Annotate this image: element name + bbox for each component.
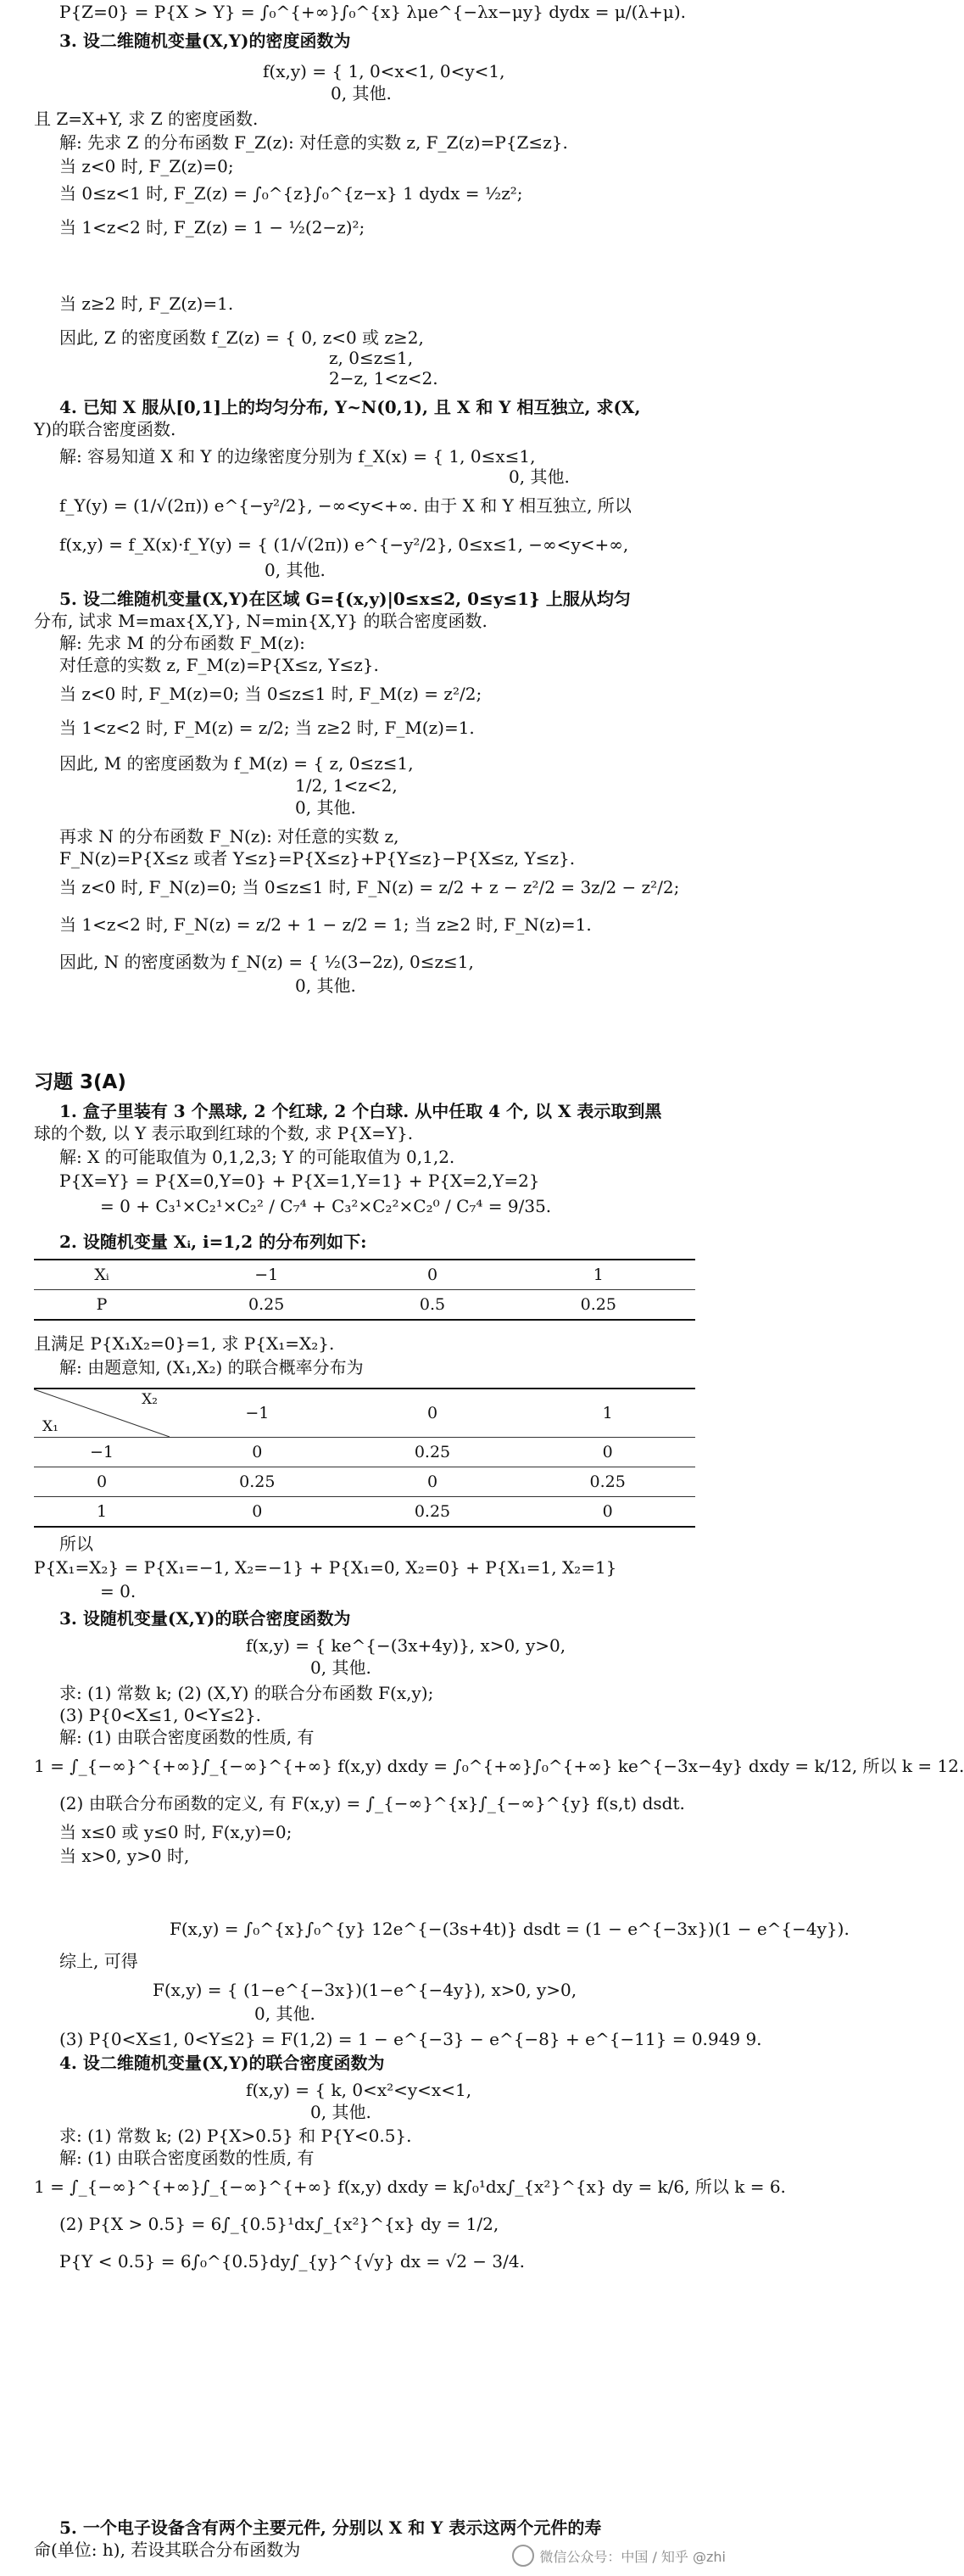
- table-row-label: −1: [34, 1438, 170, 1467]
- table-cell: 0.25: [520, 1467, 695, 1497]
- formula-line: 当 z<0 时, F_M(z)=0; 当 0≤z≤1 时, F_M(z) = z²/2;: [59, 684, 482, 704]
- column-variable-label: X₂: [142, 1391, 158, 1408]
- text-line: 球的个数, 以 Y 表示取到红球的个数, 求 P{X=Y}.: [34, 1123, 414, 1143]
- text-line: 且满足 P{X₁X₂=0}=1, 求 P{X₁=X₂}.: [34, 1333, 335, 1354]
- table-header-cell: 1: [520, 1389, 695, 1438]
- problem-4a-statement: 4. 设二维随机变量(X,Y)的联合密度函数为: [59, 2053, 385, 2073]
- text-line: 再求 N 的分布函数 F_N(z): 对任意的实数 z,: [59, 826, 399, 847]
- table-header-cell: 1: [502, 1260, 695, 1290]
- text-line: 求: (1) 常数 k; (2) P{X>0.5} 和 P{Y<0.5}.: [59, 2126, 412, 2146]
- formula-line: f_Y(y) = (1/√(2π)) e^{−y²/2}, −∞<y<+∞. 由于 X 和 Y 相互独立, 所以: [59, 495, 632, 516]
- formula-line: f(x,y) = { k, 0<x²<y<x<1,: [246, 2080, 472, 2100]
- text-line: 所以: [59, 1534, 93, 1554]
- table-corner-cell: [34, 1389, 170, 1438]
- formula-line: 当 1<z<2 时, F_M(z) = z/2; 当 z≥2 时, F_M(z)=1.: [59, 718, 475, 738]
- formula-line: 1/2, 1<z<2,: [295, 775, 398, 796]
- table-cell: 0: [345, 1467, 521, 1497]
- problem-3-statement: 3. 设二维随机变量(X,Y)的密度函数为: [59, 31, 351, 51]
- formula-line: (2) 由联合分布函数的定义, 有 F(x,y) = ∫_{−∞}^{x}∫_{−∞}^{y} f(s,t) dsdt.: [59, 1793, 685, 1813]
- text-line: 求: (1) 常数 k; (2) (X,Y) 的联合分布函数 F(x,y);: [59, 1683, 434, 1703]
- text-line: (3) P{0<X≤1, 0<Y≤2}.: [59, 1705, 262, 1725]
- row-variable-label: X₁: [42, 1418, 59, 1435]
- formula-line: 0, 其他.: [310, 2102, 371, 2122]
- distribution-table: [34, 1259, 695, 1321]
- table-header-cell: 0: [345, 1389, 521, 1438]
- problem-4-statement: 4. 已知 X 服从[0,1]上的均匀分布, Y~N(0,1), 且 X 和 Y 相互独立, 求(X,: [59, 397, 641, 417]
- formula-line: P{X₁=X₂} = P{X₁=−1, X₂=−1} + P{X₁=0, X₂=0} + P{X₁=1, X₂=1}: [34, 1557, 617, 1578]
- formula-line: 2−z, 1<z<2.: [329, 368, 438, 388]
- formula-line: (3) P{0<X≤1, 0<Y≤2} = F(1,2) = 1 − e^{−3} − e^{−8} + e^{−11} = 0.949 9.: [59, 2029, 762, 2049]
- formula-line: 当 1<z<2 时, F_N(z) = z/2 + 1 − z/2 = 1; 当 z≥2 时, F_N(z)=1.: [59, 914, 592, 935]
- formula-line: = 0 + C₃¹×C₂¹×C₂² / C₇⁴ + C₃²×C₂²×C₂⁰ / C₇⁴ = 9/35.: [100, 1196, 552, 1216]
- solution-line: 解: X 的可能取值为 0,1,2,3; Y 的可能取值为 0,1,2.: [59, 1147, 455, 1167]
- text-line: 当 z<0 时, F_Z(z)=0;: [59, 156, 234, 176]
- problem-2-statement: 2. 设随机变量 Xᵢ, i=1,2 的分布列如下:: [59, 1232, 367, 1252]
- wechat-logo-icon: [512, 2545, 534, 2567]
- text-line: 命(单位: h), 若设其联合分布函数为: [34, 2540, 301, 2560]
- text-line: Y)的联合密度函数.: [34, 419, 176, 439]
- solution-line: 解: 容易知道 X 和 Y 的边缘密度分别为 f_X(x) = { 1, 0≤x≤1,: [59, 446, 536, 467]
- formula-line: 当 1<z<2 时, F_Z(z) = 1 − ½(2−z)²;: [59, 217, 365, 237]
- formula-line: 1 = ∫_{−∞}^{+∞}∫_{−∞}^{+∞} f(x,y) dxdy = k∫₀¹dx∫_{x²}^{x} dy = k/6, 所以 k = 6.: [34, 2176, 786, 2197]
- formula-line: 0, 其他.: [254, 2003, 315, 2024]
- table-cell: P: [34, 1290, 170, 1321]
- text-line: P{Z=0} = P{X > Y} = ∫₀^{+∞}∫₀^{x} λμe^{−λx−μy} dydx = μ/(λ+μ).: [59, 2, 687, 22]
- solution-line: 解: 先求 M 的分布函数 F_M(z):: [59, 633, 305, 653]
- table-cell: 0.25: [345, 1438, 521, 1467]
- solution-line: 解: 由题意知, (X₁,X₂) 的联合概率分布为: [59, 1357, 364, 1377]
- formula-line: (2) P{X > 0.5} = 6∫_{0.5}¹dx∫_{x²}^{x} dy = 1/2,: [59, 2214, 499, 2234]
- text-line: 当 x≤0 或 y≤0 时, F(x,y)=0;: [59, 1822, 293, 1842]
- table-cell: 0.25: [170, 1467, 345, 1497]
- table-header-cell: 0: [363, 1260, 501, 1290]
- text-line: 对任意的实数 z, F_M(z)=P{X≤z, Y≤z}.: [59, 655, 379, 675]
- formula-line: = 0.: [100, 1581, 137, 1601]
- formula-line: 0, 其他.: [331, 83, 392, 103]
- problem-5-statement: 5. 设二维随机变量(X,Y)在区域 G={(x,y)|0≤x≤2, 0≤y≤1} 上服从均匀: [59, 589, 631, 609]
- solution-line: 解: 先求 Z 的分布函数 F_Z(z): 对任意的实数 z, F_Z(z)=P{Z≤z}.: [59, 132, 568, 153]
- formula-line: 因此, Z 的密度函数 f_Z(z) = { 0, z<0 或 z≥2,: [59, 327, 424, 348]
- table-cell: 0: [520, 1497, 695, 1528]
- watermark-text: 微信公众号：中国 / 知乎 @zhi: [539, 2548, 726, 2565]
- table-cell: 0.25: [170, 1290, 363, 1321]
- text-line: 分布, 试求 M=max{X,Y}, N=min{X,Y} 的联合密度函数.: [34, 611, 488, 631]
- formula-line: f(x,y) = f_X(x)·f_Y(y) = { (1/√(2π)) e^{−y²/2}, 0≤x≤1, −∞<y<+∞,: [59, 534, 629, 555]
- formula-line: 因此, N 的密度函数为 f_N(z) = { ½(3−2z), 0≤z≤1,: [59, 952, 474, 972]
- formula-line: 0, 其他.: [295, 797, 356, 818]
- text-line: 综上, 可得: [59, 1951, 138, 1971]
- watermark: [512, 2545, 726, 2567]
- table-header-cell: −1: [170, 1389, 345, 1438]
- table-cell: 0: [170, 1438, 345, 1467]
- table-row-label: 1: [34, 1497, 170, 1528]
- table-cell: 0.5: [363, 1290, 501, 1321]
- formula-line: 0, 其他.: [509, 467, 570, 487]
- joint-distribution-table: [34, 1388, 695, 1528]
- solution-line: 解: (1) 由联合密度函数的性质, 有: [59, 2148, 315, 2168]
- formula-line: z, 0≤z≤1,: [329, 348, 414, 368]
- text-line: 且 Z=X+Y, 求 Z 的密度函数.: [34, 109, 259, 129]
- formula-line: F(x,y) = ∫₀^{x}∫₀^{y} 12e^{−(3s+4t)} dsdt = (1 − e^{−3x})(1 − e^{−4y}).: [170, 1919, 850, 1939]
- formula-line: 0, 其他.: [295, 975, 356, 996]
- formula-line: 1 = ∫_{−∞}^{+∞}∫_{−∞}^{+∞} f(x,y) dxdy = ∫₀^{+∞}∫₀^{+∞} ke^{−3x−4y} dxdy = k/12, 所以 k = 12.: [34, 1756, 964, 1776]
- problem-3a-statement: 3. 设随机变量(X,Y)的联合密度函数为: [59, 1608, 351, 1629]
- table-cell: 0.25: [502, 1290, 695, 1321]
- formula-line: P{X=Y} = P{X=0,Y=0} + P{X=1,Y=1} + P{X=2,Y=2}: [59, 1171, 540, 1191]
- formula-line: f(x,y) = { ke^{−(3x+4y)}, x>0, y>0,: [246, 1635, 566, 1656]
- formula-line: F_N(z)=P{X≤z 或者 Y≤z}=P{X≤z}+P{Y≤z}−P{X≤z, Y≤z}.: [59, 848, 576, 869]
- text-line: 当 x>0, y>0 时,: [59, 1846, 190, 1866]
- table-header-cell: Xᵢ: [34, 1260, 170, 1290]
- table-cell: 0: [520, 1438, 695, 1467]
- section-title: 习题 3(A): [34, 1071, 126, 1093]
- formula-line: 0, 其他.: [265, 560, 326, 580]
- formula-line: 当 z<0 时, F_N(z)=0; 当 0≤z≤1 时, F_N(z) = z/2 + z − z²/2 = 3z/2 − z²/2;: [59, 877, 680, 897]
- table-cell: 0.25: [345, 1497, 521, 1528]
- text-line: 当 z≥2 时, F_Z(z)=1.: [59, 293, 234, 314]
- formula-line: P{Y < 0.5} = 6∫₀^{0.5}dy∫_{y}^{√y} dx = √2 − 3/4.: [59, 2251, 525, 2271]
- problem-1-statement: 1. 盒子里装有 3 个黑球, 2 个红球, 2 个白球. 从中任取 4 个, 以 X 表示取到黑: [59, 1101, 662, 1121]
- solution-line: 解: (1) 由联合密度函数的性质, 有: [59, 1727, 315, 1747]
- table-header-cell: −1: [170, 1260, 363, 1290]
- formula-line: 0, 其他.: [310, 1657, 371, 1678]
- formula-line: F(x,y) = { (1−e^{−3x})(1−e^{−4y}), x>0, y>0,: [153, 1980, 577, 2000]
- formula-line: 因此, M 的密度函数为 f_M(z) = { z, 0≤z≤1,: [59, 753, 414, 774]
- table-cell: 0: [170, 1497, 345, 1528]
- problem-5a-statement: 5. 一个电子设备含有两个主要元件, 分别以 X 和 Y 表示这两个元件的寿: [59, 2517, 602, 2538]
- formula-line: f(x,y) = { 1, 0<x<1, 0<y<1,: [263, 61, 505, 81]
- table-row-label: 0: [34, 1467, 170, 1497]
- formula-line: 当 0≤z<1 时, F_Z(z) = ∫₀^{z}∫₀^{z−x} 1 dydx = ½z²;: [59, 183, 523, 204]
